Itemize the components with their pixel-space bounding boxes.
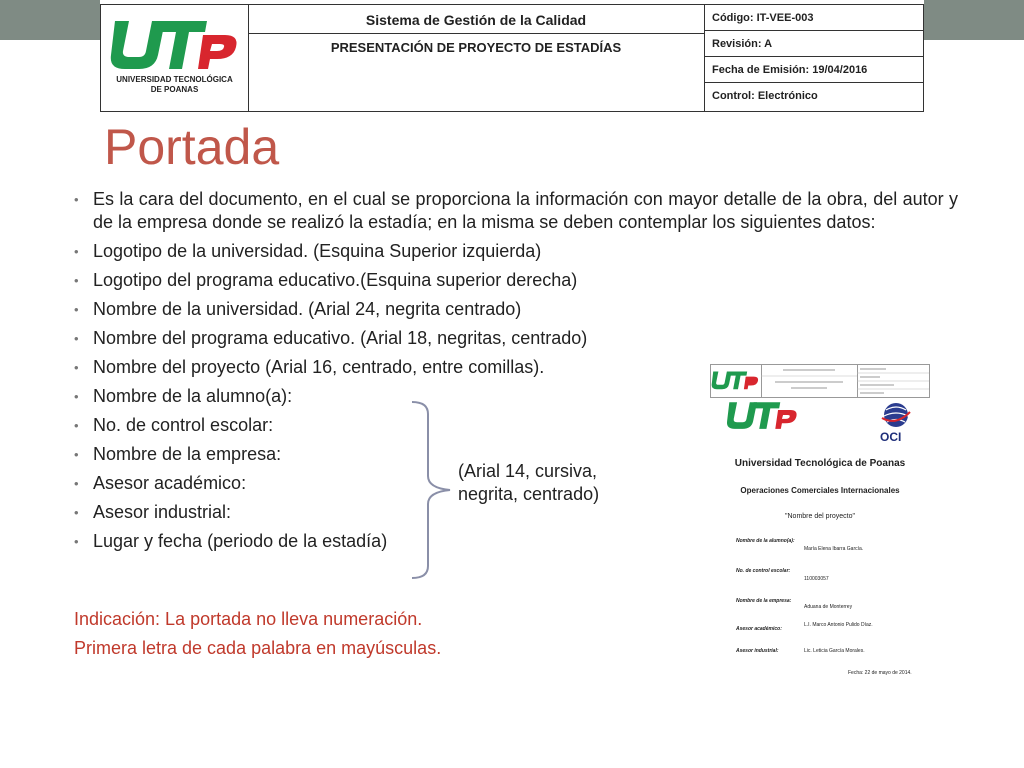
- bullet-item: • Asesor académico:: [74, 472, 958, 495]
- logo-caption-line1: UNIVERSIDAD TECNOLÓGICA: [116, 75, 233, 84]
- mini-university-name: Universidad Tecnológica de Poanas: [734, 458, 906, 469]
- system-title: Sistema de Gestión de la Calidad: [248, 5, 704, 34]
- mini-utp-logo-icon: [711, 365, 759, 395]
- bullet-item: • Asesor industrial:: [74, 501, 958, 524]
- header-title-cell: [248, 5, 705, 111]
- document-title: PRESENTACIÓN DE PROYECTO DE ESTADÍAS: [330, 40, 622, 55]
- mini-field-label: Nombre de la empresa:: [736, 598, 792, 604]
- bullet-item: • Es la cara del documento, en el cual se proporciona la información con mayor detalle de la obra, del autor y de la empresa donde se realizó la estadía; en la misma se deben contemplar los siguientes datos:: [74, 188, 958, 234]
- mini-field-label: Asesor académico:: [736, 626, 782, 632]
- mini-oci-globe-icon: [878, 400, 914, 430]
- example-cover-thumbnail: [708, 362, 932, 684]
- note-capitalization: Primera letra de cada palabra en mayúsculas.: [74, 638, 442, 658]
- bullet-item: • Lugar y fecha (periodo de la estadía): [74, 530, 958, 553]
- mini-field-label: No. de control escolar:: [736, 568, 791, 574]
- bullet-item: • Logotipo del programa educativo.(Esquina superior derecha): [74, 269, 958, 292]
- mini-field-value: Lic. Leticia García Morales.: [804, 648, 865, 654]
- slide-title: Portada: [104, 119, 280, 175]
- mini-field-value: 110003057: [804, 576, 829, 582]
- bullet-item: • No. de control escolar:: [74, 414, 958, 437]
- top-decor-bar-left: [0, 0, 100, 40]
- brace-annotation-line1: (Arial 14, cursiva,: [458, 461, 598, 481]
- mini-header-meta-cell: [857, 365, 929, 397]
- bullet-item: • Nombre del programa educativo. (Arial 18, negritas, centrado): [74, 327, 958, 350]
- bullet-item: • Nombre de la empresa:: [74, 443, 958, 466]
- mini-header-logo-cell: [711, 365, 762, 397]
- note-no-numbering: Indicación: La portada no lleva numeración.: [74, 609, 423, 629]
- utp-logo-caption: [101, 75, 248, 95]
- bullet-item: • Nombre de la universidad. (Arial 24, negrita centrado): [74, 298, 958, 321]
- mini-field-value: Aduana de Monterrey: [804, 604, 853, 610]
- mini-date: Fecha: 22 de mayo de 2014.: [848, 670, 912, 676]
- brace-annotation-line2: negrita, centrado): [458, 484, 600, 504]
- mini-field-value: L.I. Marco Antonio Pulido Díaz.: [804, 622, 873, 628]
- mini-oci-label: OCI: [880, 430, 902, 444]
- document-header-table: [100, 4, 924, 112]
- curly-brace-icon: [410, 400, 460, 580]
- header-meta-cell: [704, 5, 923, 111]
- utp-logo-icon: [109, 15, 239, 73]
- mini-field-label: Nombre de la alumno(a):: [736, 538, 795, 544]
- brace-annotation: [458, 460, 599, 506]
- mini-header-title-lines-icon: [761, 365, 857, 397]
- bullet-item: • Nombre de la alumno(a):: [74, 385, 958, 408]
- logo-caption-line2: DE POANAS: [150, 85, 199, 94]
- header-logo-cell: [101, 5, 249, 111]
- doc-revision: Revisión: A: [704, 31, 923, 57]
- bullet-item: • Logotipo de la universidad. (Esquina Superior izquierda): [74, 240, 958, 263]
- doc-code: Código: IT-VEE-003: [704, 5, 923, 31]
- doc-issue-date: Fecha de Emisión: 19/04/2016: [704, 57, 923, 83]
- mini-header-meta-lines-icon: [857, 365, 929, 397]
- mini-field-label: Asesor industrial:: [736, 648, 779, 654]
- mini-header-title-cell: [761, 365, 858, 397]
- bullet-item: • Nombre del proyecto (Arial 16, centrado, entre comillas).: [74, 356, 958, 379]
- doc-control: Control: Electrónico: [712, 90, 818, 102]
- mini-utp-big-logo-icon: [726, 398, 798, 432]
- mini-header-table: [710, 364, 930, 398]
- mini-program-name: Operaciones Comerciales Internacionales: [740, 486, 900, 495]
- top-decor-bar-right: [924, 0, 1024, 40]
- mini-project-name: "Nombre del proyecto": [785, 513, 855, 520]
- mini-field-value: María Elena Ibarra García.: [804, 546, 864, 552]
